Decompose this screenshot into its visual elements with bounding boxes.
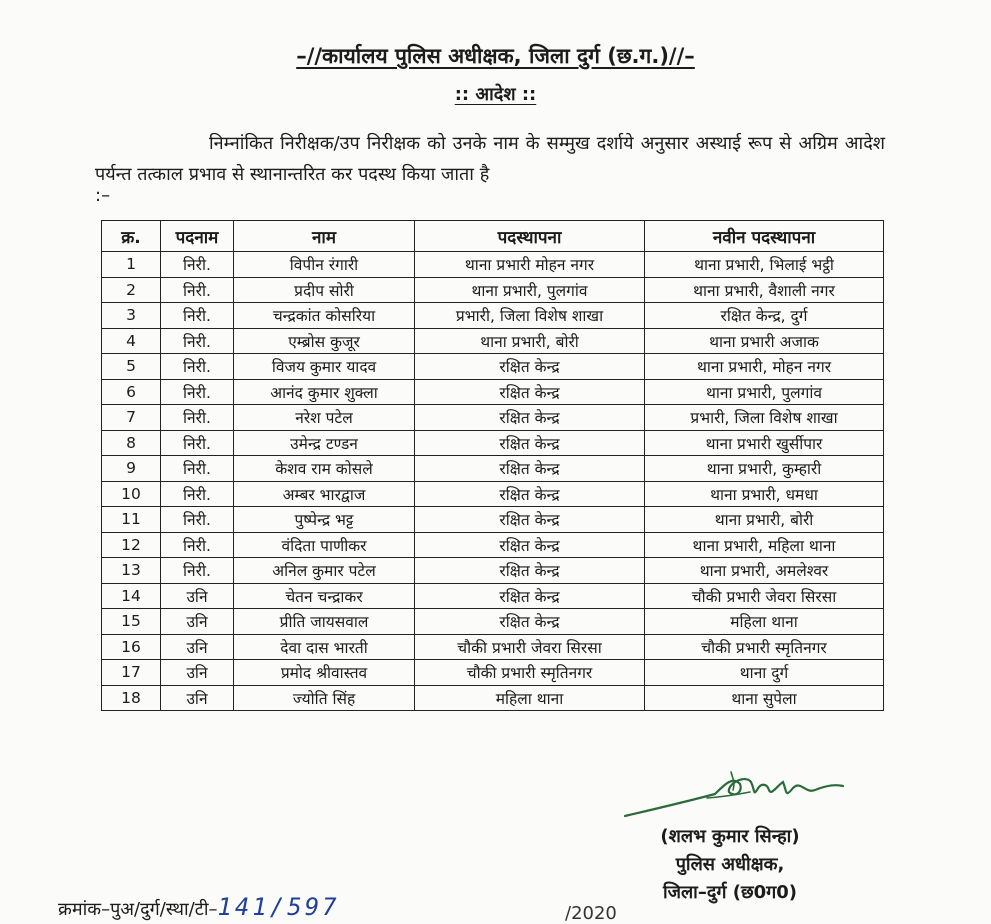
cell-serial: 14: [102, 583, 161, 609]
header-rank: पदनाम: [161, 221, 234, 252]
cell-new-posting: थाना प्रभारी, महिला थाना: [645, 532, 884, 558]
cell-name: आनंद कुमार शुक्ला: [234, 379, 415, 405]
cell-name: वंदिता पाणीकर: [234, 532, 415, 558]
cell-rank: निरी.: [161, 430, 234, 456]
header-serial: क्र.: [102, 221, 161, 252]
table-row: [102, 583, 884, 609]
cell-posting: रक्षित केन्द्र: [415, 532, 645, 558]
cell-name: प्रदीप सोरी: [234, 277, 415, 303]
cell-serial: 15: [102, 609, 161, 635]
cell-rank: निरी.: [161, 481, 234, 507]
header-new-posting: नवीन पदस्थापना: [645, 221, 884, 252]
cell-rank: निरी.: [161, 532, 234, 558]
cell-serial: 16: [102, 634, 161, 660]
cell-new-posting: थाना प्रभारी, बोरी: [645, 507, 884, 533]
cell-rank: निरी.: [161, 507, 234, 533]
reference-line: [58, 893, 340, 921]
cell-name: देवा दास भारती: [234, 634, 415, 660]
intro-tail: :–: [95, 185, 111, 206]
cell-posting: रक्षित केन्द्र: [415, 609, 645, 635]
cell-posting: रक्षित केन्द्र: [415, 481, 645, 507]
cell-new-posting: थाना दुर्ग: [645, 660, 884, 686]
cell-serial: 6: [102, 379, 161, 405]
table-row: [102, 430, 884, 456]
cell-name: चन्द्रकांत कोसरिया: [234, 303, 415, 329]
signatory-district: जिला–दुर्ग (छ0ग0): [662, 882, 798, 903]
signatory-block: [610, 823, 850, 907]
cell-name: केशव राम कोसले: [234, 456, 415, 482]
cell-new-posting: थाना प्रभारी, मोहन नगर: [645, 354, 884, 380]
cell-serial: 5: [102, 354, 161, 380]
cell-rank: निरी.: [161, 379, 234, 405]
cell-posting: रक्षित केन्द्र: [415, 558, 645, 584]
cell-serial: 8: [102, 430, 161, 456]
cell-serial: 18: [102, 685, 161, 711]
table-row: [102, 328, 884, 354]
cell-serial: 4: [102, 328, 161, 354]
cell-new-posting: महिला थाना: [645, 609, 884, 635]
cell-name: विजय कुमार यादव: [234, 354, 415, 380]
cell-posting: रक्षित केन्द्र: [415, 456, 645, 482]
office-heading-text: –//कार्यालय पुलिस अधीक्षक, जिला दुर्ग (छ.ग.)//–: [296, 44, 695, 68]
table-row: [102, 558, 884, 584]
cell-name: ज्योति सिंह: [234, 685, 415, 711]
signatory-designation: पुलिस अधीक्षक,: [675, 854, 785, 875]
header-posting: पदस्थापना: [415, 221, 645, 252]
order-heading-text: :: आदेश ::: [454, 84, 537, 105]
cell-rank: उनि: [161, 634, 234, 660]
order-heading: [0, 82, 991, 106]
cell-posting: थाना प्रभारी, बोरी: [415, 328, 645, 354]
cell-rank: उनि: [161, 609, 234, 635]
cell-new-posting: प्रभारी, जिला विशेष शाखा: [645, 405, 884, 431]
cell-new-posting: थाना सुपेला: [645, 685, 884, 711]
reference-number: 141/597: [217, 893, 340, 921]
cell-new-posting: थाना प्रभारी, पुलगांव: [645, 379, 884, 405]
table-row: [102, 609, 884, 635]
cell-serial: 1: [102, 252, 161, 278]
table-row: [102, 354, 884, 380]
signatory-name: (शलभ कुमार सिन्हा): [660, 826, 800, 847]
cell-posting: चौकी प्रभारी स्मृतिनगर: [415, 660, 645, 686]
cell-name: प्रीति जायसवाल: [234, 609, 415, 635]
cell-new-posting: थाना प्रभारी अजाक: [645, 328, 884, 354]
cell-new-posting: थाना प्रभारी, कुम्हारी: [645, 456, 884, 482]
cell-name: पुष्पेन्द्र भट्ट: [234, 507, 415, 533]
cell-new-posting: थाना प्रभारी, वैशाली नगर: [645, 277, 884, 303]
cell-rank: निरी.: [161, 456, 234, 482]
cell-rank: निरी.: [161, 354, 234, 380]
cell-rank: उनि: [161, 685, 234, 711]
cell-new-posting: थाना प्रभारी खुर्सीपार: [645, 430, 884, 456]
cell-rank: निरी.: [161, 277, 234, 303]
cell-posting: रक्षित केन्द्र: [415, 379, 645, 405]
cell-posting: महिला थाना: [415, 685, 645, 711]
cell-name: उमेन्द्र टण्डन: [234, 430, 415, 456]
cell-name: अनिल कुमार पटेल: [234, 558, 415, 584]
cell-new-posting: थाना प्रभारी, अमलेश्वर: [645, 558, 884, 584]
cell-name: चेतन चन्द्राकर: [234, 583, 415, 609]
office-heading: [0, 42, 991, 70]
table-row: [102, 481, 884, 507]
table-body: [102, 252, 884, 711]
table-row: [102, 405, 884, 431]
cell-rank: निरी.: [161, 328, 234, 354]
cell-serial: 11: [102, 507, 161, 533]
cell-posting: चौकी प्रभारी जेवरा सिरसा: [415, 634, 645, 660]
intro-paragraph: निम्नांकित निरीक्षक/उप निरीक्षक को उनके नाम के सम्मुख दर्शाये अनुसार अस्थाई रूप से अग्रिम आदेश पर्यन्त तत्काल प्रभाव से स्थानान्तरित कर पदस्थ किया जाता है: [95, 133, 885, 185]
cell-posting: प्रभारी, जिला विशेष शाखा: [415, 303, 645, 329]
cell-posting: थाना प्रभारी मोहन नगर: [415, 252, 645, 278]
table-row: [102, 303, 884, 329]
cell-name: एम्ब्रोस कुजूर: [234, 328, 415, 354]
cell-serial: 9: [102, 456, 161, 482]
cell-rank: निरी.: [161, 252, 234, 278]
cell-new-posting: थाना प्रभारी, धमधा: [645, 481, 884, 507]
cell-rank: निरी.: [161, 558, 234, 584]
cell-serial: 10: [102, 481, 161, 507]
cell-new-posting: चौकी प्रभारी जेवरा सिरसा: [645, 583, 884, 609]
cell-name: प्रमोद श्रीवास्तव: [234, 660, 415, 686]
cell-serial: 7: [102, 405, 161, 431]
cell-posting: थाना प्रभारी, पुलगांव: [415, 277, 645, 303]
cell-new-posting: रक्षित केन्द्र, दुर्ग: [645, 303, 884, 329]
header-name: नाम: [234, 221, 415, 252]
cell-serial: 13: [102, 558, 161, 584]
cell-new-posting: चौकी प्रभारी स्मृतिनगर: [645, 634, 884, 660]
cell-name: विपीन रंगारी: [234, 252, 415, 278]
cell-new-posting: थाना प्रभारी, भिलाई भट्ठी: [645, 252, 884, 278]
cell-name: अम्बर भारद्वाज: [234, 481, 415, 507]
cell-serial: 3: [102, 303, 161, 329]
cell-posting: रक्षित केन्द्र: [415, 507, 645, 533]
cell-serial: 17: [102, 660, 161, 686]
cell-serial: 2: [102, 277, 161, 303]
cell-posting: रक्षित केन्द्र: [415, 354, 645, 380]
table-row: [102, 685, 884, 711]
cell-name: नरेश पटेल: [234, 405, 415, 431]
cell-posting: रक्षित केन्द्र: [415, 583, 645, 609]
table-row: [102, 532, 884, 558]
table-row: [102, 379, 884, 405]
table-row: [102, 660, 884, 686]
table-row: [102, 456, 884, 482]
transfer-table: [101, 220, 884, 711]
cell-posting: रक्षित केन्द्र: [415, 405, 645, 431]
table-row: [102, 277, 884, 303]
cell-rank: उनि: [161, 660, 234, 686]
cell-rank: उनि: [161, 583, 234, 609]
cell-serial: 12: [102, 532, 161, 558]
cell-rank: निरी.: [161, 405, 234, 431]
table-header-row: [102, 221, 884, 252]
table-row: [102, 507, 884, 533]
cell-rank: निरी.: [161, 303, 234, 329]
reference-prefix: क्रमांक–पुअ/दुर्ग/स्था/टी–: [58, 899, 218, 920]
reference-date-partial: /2020: [565, 903, 617, 924]
table-row: [102, 634, 884, 660]
signature: [615, 764, 845, 824]
cell-posting: रक्षित केन्द्र: [415, 430, 645, 456]
table-row: [102, 252, 884, 278]
